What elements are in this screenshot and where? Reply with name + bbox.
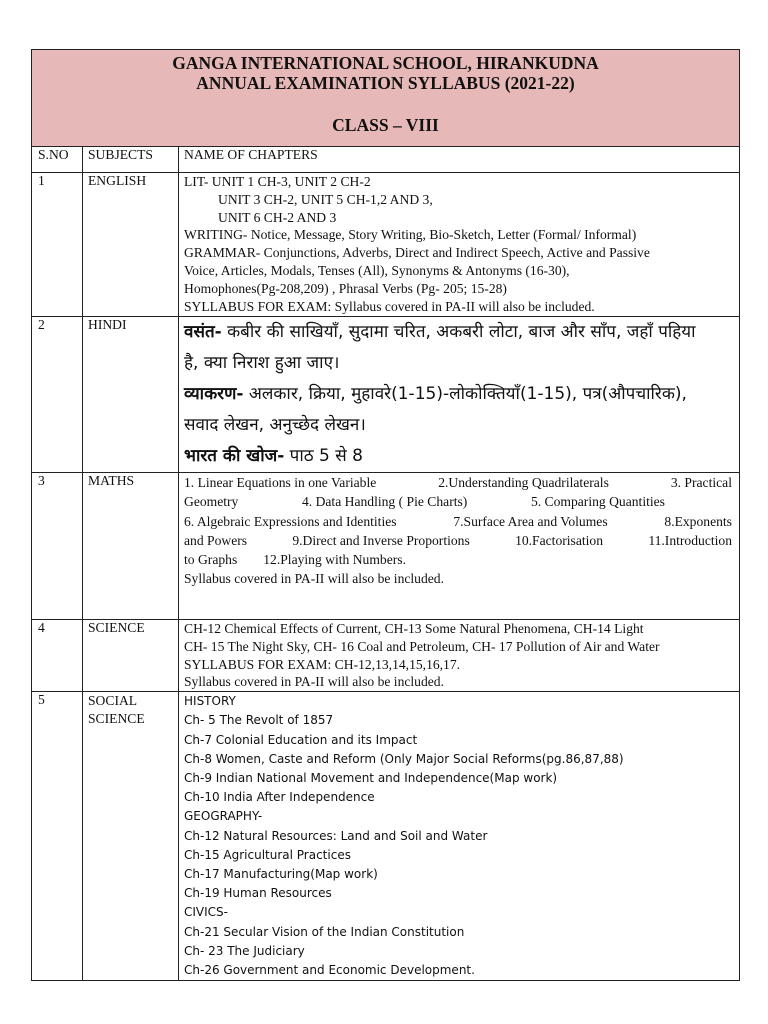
chapter-line: Syllabus covered in PA-II will also be included. [184,674,444,690]
chapter-line: Ch-9 Indian National Movement and Independence(Map work) [184,771,558,785]
hindi-bharat-line: भारत की खोज- पाठ 5 से 8 [184,446,363,466]
subject-cell: SCIENCE [83,620,179,692]
table-row [32,620,740,692]
table-row [32,317,740,473]
hindi-vyakaran-line: व्याकरण- अलकार, क्रिया, मुहावरे(1-15)-लोकोक्तियाँ(1-15), पत्र(औपचारिक), [184,384,687,404]
chapter-line: Ch-21 Secular Vision of the Indian Constitution [184,924,465,939]
bharat-label: भारत की खोज- [184,446,285,466]
chapter-line: SYLLABUS FOR EXAM: Syllabus covered in PA-II will also be included. [184,298,595,314]
chapters-cell [179,692,740,981]
history-heading: HISTORY [184,694,236,709]
civics-heading: CIVICS- [184,905,228,920]
vasant-label: वसंत- [184,322,222,342]
chapters-cell [179,173,740,317]
chapter-line: SYLLABUS FOR EXAM: CH-12,13,14,15,16,17. [184,656,461,672]
col-header-chapters: NAME OF CHAPTERS [179,147,740,173]
sno-cell: 5 [32,692,83,981]
chapter-line: 1. Linear Equations in one Variable 2.Understanding Quadrilaterals 3. Practical [184,475,732,490]
title-header [32,50,740,147]
chapter-line: to Graphs 12.Playing with Numbers. [184,552,406,568]
subject-line: SCIENCE [88,710,145,726]
syllabus-title: ANNUAL EXAMINATION SYLLABUS (2021-22) [196,73,575,93]
chapters-cell [179,620,740,692]
chapter-line: Ch-8 Women, Caste and Reform (Only Major Social Reforms(pg.86,87,88) [184,751,624,766]
chapter-line: WRITING- Notice, Message, Story Writing, Bio-Sketch, Letter (Formal/ Informal) [184,227,637,243]
chapter-line: Ch- 5 The Revolt of 1857 [184,713,334,728]
chapters-cell [179,473,740,620]
sno-cell: 4 [32,620,83,692]
chapter-line: GRAMMAR- Conjunctions, Adverbs, Direct and Indirect Speech, Active and Passive [184,245,650,261]
subject-cell: HINDI [83,317,179,473]
chapter-line: CH- 15 The Night Sky, CH- 16 Coal and Petroleum, CH- 17 Pollution of Air and Water [184,638,660,654]
school-name: GANGA INTERNATIONAL SCHOOL, HIRANKUDNA [172,53,599,73]
col-header-sno: S.NO [32,147,83,173]
syllabus-table [31,49,740,981]
chapter-line: 6. Algebraic Expressions and Identities 7.Surface Area and Volumes 8.Exponents [184,513,732,529]
chapter-line: and Powers 9.Direct and Inverse Proportions 10.Factorisation 11.Introduction [184,532,732,548]
subject-cell [83,692,179,981]
sno-cell: 2 [32,317,83,473]
chapter-line: Homophones(Pg-208,209) , Phrasal Verbs (Pg- 205; 15-28) [184,280,507,296]
chapter-line: Ch-10 India After Independence [184,790,375,805]
chapter-line: Ch-12 Natural Resources: Land and Soil and Water [184,828,488,843]
subject-cell: ENGLISH [83,173,179,317]
table-row [32,692,740,981]
chapter-line: Geometry 4. Data Handling ( Pie Charts) 5. Comparing Quantities [184,494,665,510]
chapter-line: Ch- 23 The Judiciary [184,943,305,958]
chapter-line: Ch-26 Government and Economic Development. [184,963,475,978]
geography-heading: GEOGRAPHY- [184,809,263,824]
table-row [32,173,740,317]
chapter-line: Ch-19 Human Resources [184,886,332,901]
sno-cell: 1 [32,173,83,317]
chapter-line: LIT- UNIT 1 CH-3, UNIT 2 CH-2 [184,174,371,189]
hindi-vasant-line-2: है, क्या निराश हुआ जाए। [184,353,340,373]
chapter-line: Ch-7 Colonial Education and its Impact [184,732,418,747]
chapter-line: Ch-17 Manufacturing(Map work) [184,867,378,882]
chapters-cell [179,317,740,473]
syllabus-page [31,49,739,981]
col-header-subjects: SUBJECTS [83,147,179,173]
table-row [32,473,740,620]
chapter-line: UNIT 6 CH-2 AND 3 [218,209,337,225]
chapter-line: CH-12 Chemical Effects of Current, CH-13 Some Natural Phenomena, CH-14 Light [184,621,644,636]
chapter-line: UNIT 3 CH-2, UNIT 5 CH-1,2 AND 3, [218,191,433,207]
sno-cell: 3 [32,473,83,620]
chapter-line: Syllabus covered in PA-II will also be included. [184,571,444,587]
subject-line: SOCIAL [88,693,138,709]
chapter-line: Voice, Articles, Modals, Tenses (All), Synonyms & Antonyms (16-30), [184,262,570,278]
subject-cell: MATHS [83,473,179,620]
hindi-vyakaran-line-2: सवाद लेखन, अनुच्छेद लेखन। [184,415,366,435]
chapter-line: Ch-15 Agricultural Practices [184,847,351,862]
class-title: CLASS – VIII [332,115,439,135]
vyakaran-label: व्याकरण- [184,384,244,404]
hindi-vasant-line: वसंत- कबीर की साखियाँ, सुदामा चरित, अकबरी लोटा, बाज और साँप, जहाँ पहिया [184,322,696,342]
